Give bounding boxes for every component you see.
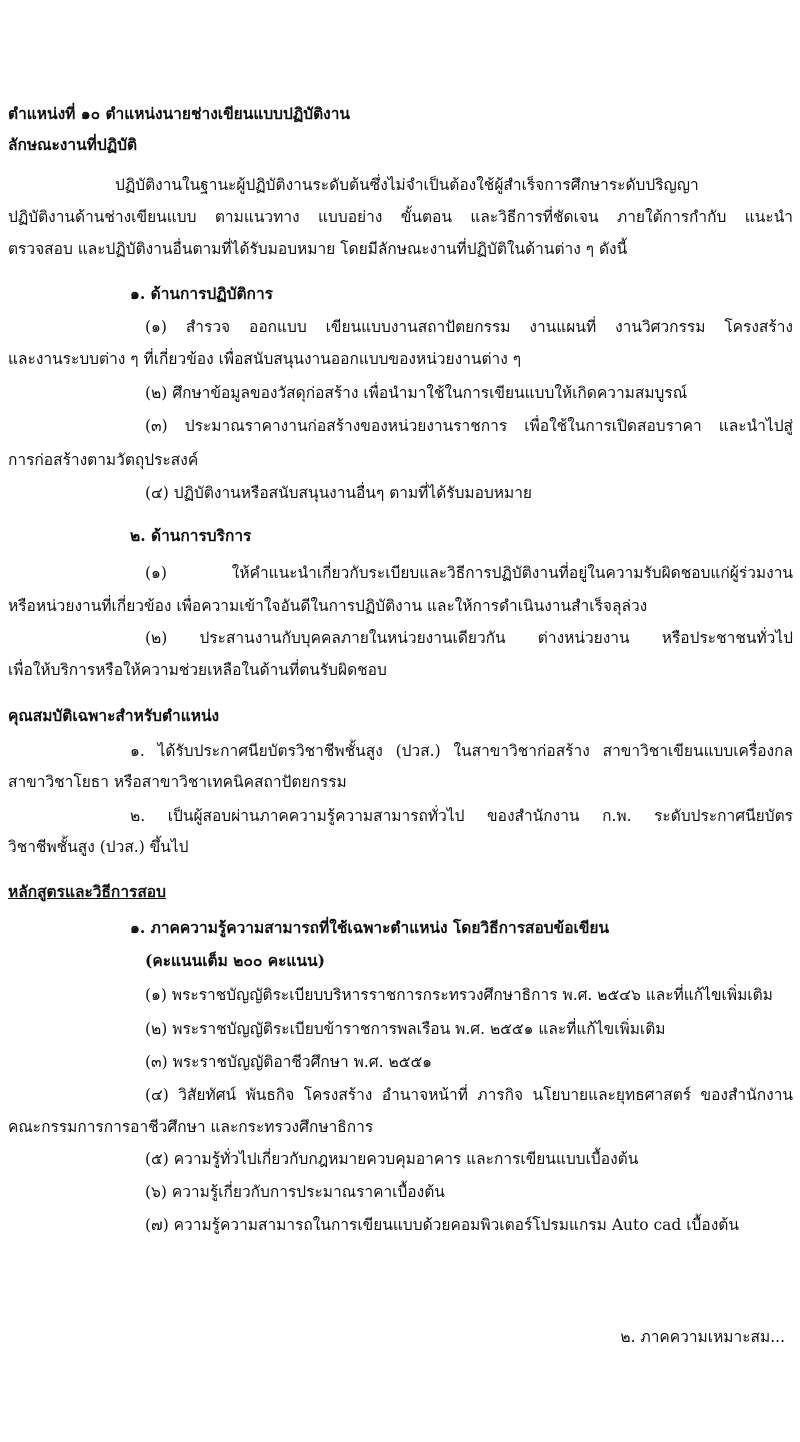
qualification-item-cont: สาขาวิชาโยธา หรือสาขาวิชาเทคนิคสถาปัตยกรรม: [8, 773, 347, 791]
services-item-cont: หรือหน่วยงานที่เกี่ยวข้อง เพื่อความเข้าใจอันดีในการปฏิบัติงาน และให้การดำเนินงานสำเร็จลุล่วง: [8, 597, 648, 615]
qualifications-heading: คุณสมบัติเฉพาะสำหรับตำแหน่ง: [8, 706, 220, 725]
operations-item: (๒) ศึกษาข้อมูลของวัสดุก่อสร้าง เพื่อนำมาใช้ในการเขียนแบบให้เกิดความสมบูรณ์: [145, 384, 688, 402]
operations-heading: ๑. ด้านการปฏิบัติการ: [130, 284, 273, 303]
services-item: (๑) ให้คำแนะนำเกี่ยวกับระเบียบและวิธีการปฏิบัติงานที่อยู่ในความรับผิดชอบแก่ผู้ร่วมงาน: [145, 564, 793, 582]
curriculum-item: (๖) ความรู้เกี่ยวกับการประมาณราคาเบื้องต้น: [145, 1183, 445, 1201]
qualification-item-cont: วิชาชีพชั้นสูง (ปวส.) ขึ้นไป: [8, 838, 189, 856]
curriculum-item-cont: คณะกรรมการการอาชีวศึกษา และกระทรวงศึกษาธิการ: [8, 1118, 374, 1136]
duties-intro-line: ตรวจสอบ และปฏิบัติงานอื่นตามที่ได้รับมอบหมาย โดยมีลักษณะงานที่ปฏิบัติในด้านต่าง ๆ ดังนี้: [8, 240, 628, 258]
qualification-item: ๒. เป็นผู้สอบผ่านภาคความรู้ความสามารถทั่วไป ของสำนักงาน ก.พ. ระดับประกาศนียบัตร: [130, 807, 793, 825]
services-heading: ๒. ด้านการบริการ: [130, 526, 252, 545]
part1-title: ๑. ภาคความรู้ความสามารถที่ใช้เฉพาะตำแหน่ง โดยวิธีการสอบข้อเขียน: [130, 918, 610, 937]
operations-item: (๓) ประมาณราคางานก่อสร้างของหน่วยงานราชการ เพื่อใช้ในการเปิดสอบราคา และนำไปสู่: [145, 417, 793, 435]
operations-item: (๔) ปฏิบัติงานหรือสนับสนุนงานอื่นๆ ตามที่ได้รับมอบหมาย: [145, 484, 533, 502]
curriculum-item: (๓) พระราชบัญญัติอาชีวศึกษา พ.ศ. ๒๕๕๑: [145, 1053, 433, 1071]
part1-score: (คะแนนเต็ม ๒๐๐ คะแนน): [145, 951, 325, 970]
operations-item-cont: การก่อสร้างตามวัตถุประสงค์: [8, 451, 199, 469]
duties-intro-line: ปฏิบัติงานด้านช่างเขียนแบบ ตามแนวทาง แบบอย่าง ขั้นตอน และวิธีการที่ชัดเจน ภายใต้การกำกับ แนะนำ: [8, 208, 793, 226]
qualification-item: ๑. ได้รับประกาศนียบัตรวิชาชีพชั้นสูง (ปวส.) ในสาขาวิชาก่อสร้าง สาขาวิชาเขียนแบบเครื่องกล: [130, 742, 793, 760]
operations-item-cont: และงานระบบต่าง ๆ ที่เกี่ยวข้อง เพื่อสนับสนุนงานออกแบบของหน่วยงานต่าง ๆ: [8, 350, 522, 368]
curriculum-item: (๔) วิสัยทัศน์ พันธกิจ โครงสร้าง อำนาจหน้าที่ ภารกิจ นโยบายและยุทธศาสตร์ ของสำนักงาน: [145, 1086, 793, 1104]
curriculum-item: (๑) พระราชบัญญัติระเบียบบริหารราชการกระทรวงศึกษาธิการ พ.ศ. ๒๕๔๖ และที่แก้ไขเพิ่มเติม: [145, 986, 773, 1004]
operations-item: (๑) สำรวจ ออกแบบ เขียนแบบงานสถาปัตยกรรม งานแผนที่ งานวิศวกรรม โครงสร้าง: [145, 318, 793, 336]
curriculum-item: (๗) ความรู้ความสามารถในการเขียนแบบด้วยคอมพิวเตอร์โปรมแกรม Auto cad เบื้องต้น: [145, 1216, 739, 1234]
curriculum-item: (๕) ความรู้ทั่วไปเกี่ยวกับกฎหมายควบคุมอาคาร และการเขียนแบบเบื้องต้น: [145, 1150, 639, 1168]
services-item-cont: เพื่อให้บริการหรือให้ความช่วยเหลือในด้านที่ตนรับผิดชอบ: [8, 661, 387, 679]
curriculum-item: (๒) พระราชบัญญัติระเบียบข้าราชการพลเรือน พ.ศ. ๒๕๕๑ และที่แก้ไขเพิ่มเติม: [145, 1020, 666, 1038]
services-item: (๒) ประสานงานกับบุคคลภายในหน่วยงานเดียวกัน ต่างหน่วยงาน หรือประชาชนทั่วไป: [145, 629, 793, 647]
position-title: ตำแหน่งที่ ๑๐ ตำแหน่งนายช่างเขียนแบบปฏิบัติงาน: [8, 104, 351, 123]
curriculum-heading: หลักสูตรและวิธีการสอบ: [8, 882, 166, 901]
duties-heading: ลักษณะงานที่ปฏิบัติ: [8, 135, 138, 154]
continuation-note: ๒. ภาคความเหมาะสม...: [620, 1328, 785, 1346]
duties-intro-line: ปฏิบัติงานในฐานะผู้ปฏิบัติงานระดับต้นซึ่งไม่จำเป็นต้องใช้ผู้สำเร็จการศึกษาระดับปริญญา: [115, 176, 699, 194]
